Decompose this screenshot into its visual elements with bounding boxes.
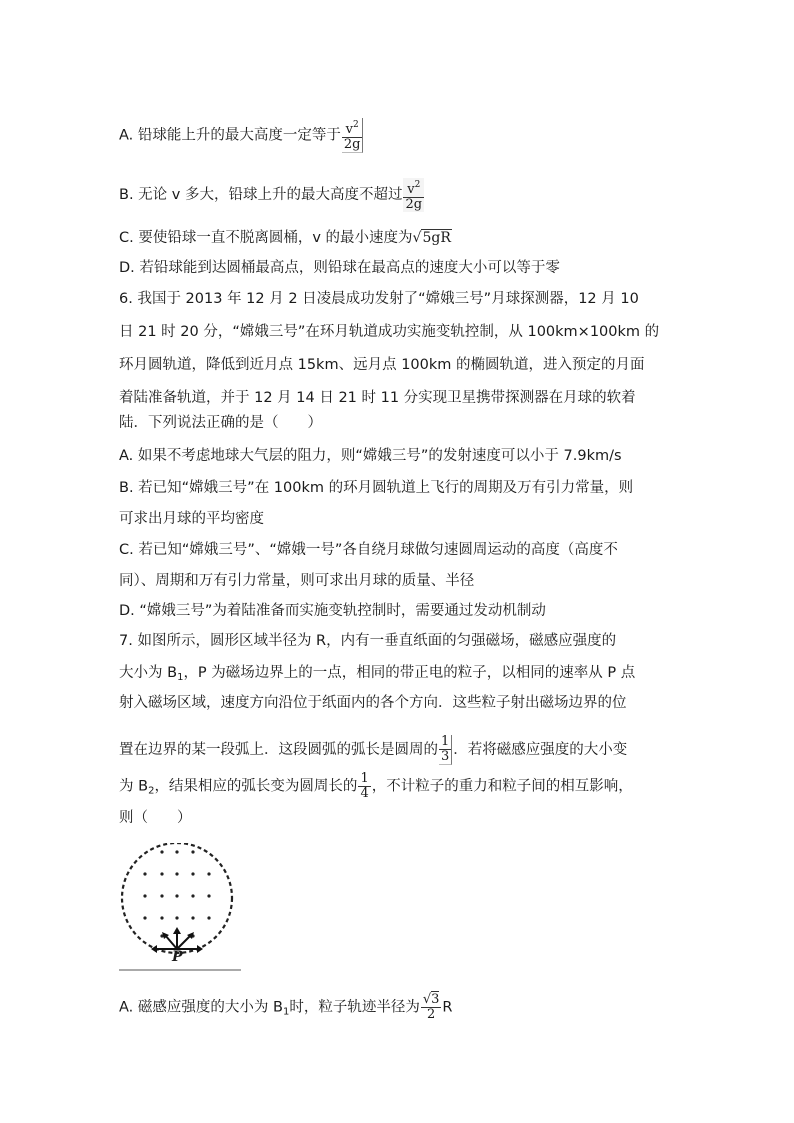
q5-option-c-sqrt: √5gR (412, 230, 451, 246)
magnetic-field-figure (119, 843, 241, 973)
q6-option-d: D. “嫦娥三号”为着陆准备而实施变轨控制时，需要通过发动机制动 (119, 603, 546, 619)
q5-option-b (119, 178, 425, 212)
q5-option-c-text: C. 要使铅球一直不脱离圆桶，v 的最小速度为 (119, 230, 413, 246)
q6-stem-line-5: 陆．下列说法正确的是（ ） (119, 415, 322, 431)
q7-fraction-one-third: $\frac{1}{3}$ (439, 735, 452, 765)
q6-option-b-line-1: B. 若已知“嫦娥三号”在 100km 的环月圆轨道上飞行的周期及万有引力常量，则 (119, 480, 634, 496)
q6-option-c-line-1: C. 若已知“嫦娥三号”、“嫦娥一号”各自绕月球做匀速圆周运动的高度（高度不 (119, 542, 618, 558)
q7-stem-line-6: 则（ ） (119, 810, 192, 826)
q5-option-a-text: A. 铅球能上升的最大高度一定等于 (119, 127, 341, 144)
q6-option-b-line-2: 可求出月球的平均密度 (119, 511, 264, 527)
field-dots (143, 850, 210, 937)
q5-option-d: D. 若铅球能到达圆桶最高点，则铅球在最高点的速度大小可以等于零 (119, 260, 560, 276)
q7-fraction-one-quarter: $\frac{1}{4}$ (360, 771, 369, 801)
q6-stem-line-4: 着陆准备轨道，并于 12 月 14 日 21 时 11 分实现卫星携带探测器在月球的软着 (119, 390, 636, 406)
q5-option-b-text: B. 无论 v 多大，铅球上升的最大高度不超过 (119, 187, 403, 203)
q7-option-a: A. 磁感应强度的大小为 $B_1$时，粒子轨迹半径为 $\frac{√3}{2}$ R (119, 992, 453, 1022)
q6-stem-line-3: 环月圆轨道，降低到近月点 15km、远月点 100km 的椭圆轨道，进入预定的月面 (119, 357, 645, 373)
q6-option-a: A. 如果不考虑地球大气层的阻力，则“嫦娥三号”的发射速度可以小于 7.9km/s (119, 448, 622, 464)
q7-stem-line-1: 7. 如图所示，圆形区域半径为 R，内有一垂直纸面的匀强磁场，磁感应强度的 (119, 633, 617, 649)
q7-stem-line-3: 射入磁场区域，速度方向沿位于纸面内的各个方向．这些粒子射出磁场边界的位 (119, 695, 627, 711)
q5-option-a (119, 118, 364, 153)
q7-stem-line-4: 置在边界的某一段弧上．这段圆弧的弧长是圆周的 $\frac{1}{3}$ ．若将磁感应强度的大小变 (119, 734, 628, 764)
q6-stem-line-2: 日 21 时 20 分，“嫦娥三号”在环月轨道成功实施变轨控制，从 100km×100km 的 (119, 324, 660, 340)
q7-stem-line-5: 为 $B_2$，结果相应的弧长变为圆周长的 $\frac{1}{4}$ ，不计粒子的重力和粒子间的相互影响， (119, 771, 633, 801)
q6-stem-line-1: 6. 我国于 2013 年 12 月 2 日凌晨成功发射了“嫦娥三号”月球探测器，12 月 10 (119, 291, 639, 307)
q5-option-c (119, 228, 452, 248)
q5-option-b-fraction: $\frac{v^2}{2g}$ (405, 180, 423, 212)
q5-option-a-fraction: $\frac{v^2}{2g}$ (342, 118, 364, 153)
q7-stem-line-2: 大小为 $B_1$，P 为磁场边界上的一点，相同的带正电的粒子，以相同的速率从 P 点 (119, 665, 636, 683)
q6-option-c-line-2: 同）、周期和万有引力常量，则可求出月球的质量、半径 (119, 573, 475, 589)
q7-option-a-fraction: $\frac{√3}{2}$ (422, 992, 440, 1022)
point-p-label: P (172, 949, 183, 965)
